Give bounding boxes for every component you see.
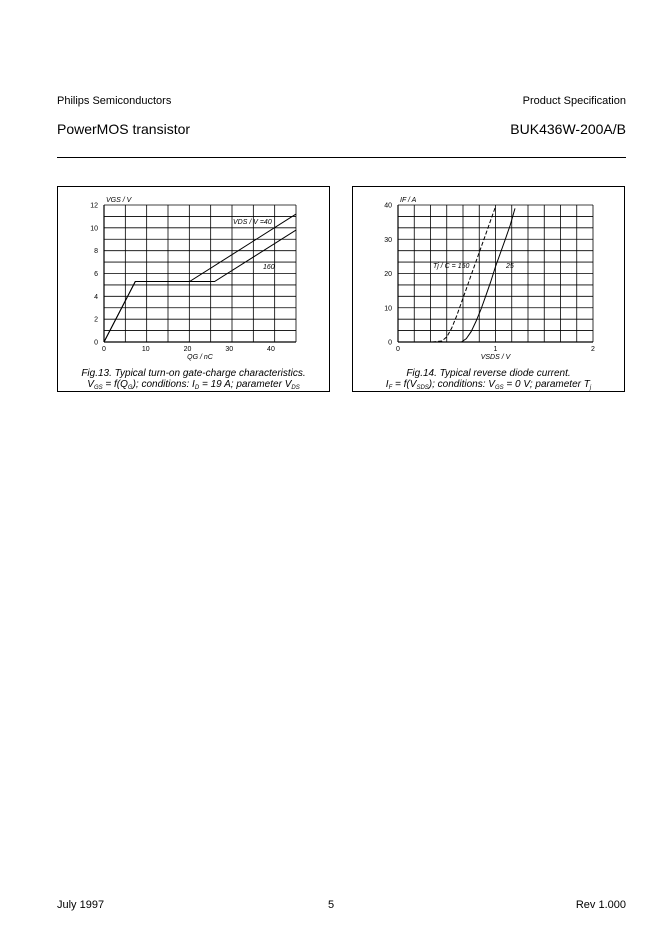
y-tick-label: 10 bbox=[384, 305, 392, 313]
company-name: Philips Semiconductors bbox=[57, 95, 172, 107]
y-tick-label: 12 bbox=[90, 202, 98, 210]
chart-annotation: 25 bbox=[506, 263, 514, 270]
cap13-d: = 19 A; parameter V bbox=[199, 379, 292, 390]
x-axis-label: VSDS / V bbox=[480, 354, 511, 361]
part-number: BUK436W-200A/B bbox=[510, 121, 626, 137]
footer-page-number: 5 bbox=[327, 899, 335, 911]
y-tick-label: 0 bbox=[94, 339, 98, 347]
x-axis-label: QG / nC bbox=[187, 354, 213, 361]
x-tick-label: 2 bbox=[591, 346, 595, 353]
figure-13-caption-line1: Fig.13. Typical turn-on gate-charge characteristics. bbox=[81, 368, 306, 379]
x-tick-label: 40 bbox=[267, 346, 275, 353]
cap13-c-sub: D bbox=[194, 385, 200, 391]
cap14-c: ); conditions: V bbox=[428, 379, 495, 390]
y-tick-label: 30 bbox=[384, 236, 392, 244]
chart-annotation: 160 bbox=[263, 264, 275, 271]
cap13-d-sub: DS bbox=[291, 385, 300, 391]
figure-13-caption-line2 bbox=[58, 379, 329, 394]
y-tick-label: 2 bbox=[94, 316, 98, 324]
header-rule bbox=[57, 157, 626, 158]
figure-13 bbox=[57, 186, 330, 392]
y-axis-label: IF / A bbox=[400, 197, 417, 204]
footer-date: July 1997 bbox=[57, 899, 105, 911]
x-tick-label: 1 bbox=[493, 346, 498, 353]
series-line-40 bbox=[104, 214, 296, 342]
product-title: PowerMOS transistor bbox=[57, 121, 191, 137]
y-tick-label: 6 bbox=[94, 271, 98, 278]
x-tick-label: 10 bbox=[141, 346, 150, 353]
y-axis-label: VGS / V bbox=[106, 197, 132, 204]
figure-14-caption-line1: Fig.14. Typical reverse diode current. bbox=[406, 368, 571, 379]
y-tick-label: 8 bbox=[94, 248, 98, 256]
y-tick-label: 40 bbox=[384, 202, 392, 210]
y-tick-label: 4 bbox=[94, 293, 98, 301]
chart-annotation: Tj / C = 150 bbox=[433, 263, 470, 270]
document-type: Product Specification bbox=[522, 95, 626, 107]
series-line-25 bbox=[442, 208, 515, 342]
cap14-c-sub: GS bbox=[494, 385, 504, 391]
x-tick-label: 30 bbox=[225, 346, 234, 353]
series-line-150 bbox=[432, 207, 495, 342]
cap14-d: = 0 V; parameter T bbox=[503, 379, 590, 390]
y-tick-label: 0 bbox=[388, 339, 392, 347]
cap13-b: = f(Q bbox=[102, 379, 128, 390]
footer-revision: Rev 1.000 bbox=[575, 899, 626, 911]
cap14-b-sub: SDS bbox=[416, 385, 429, 391]
figure-14 bbox=[352, 186, 625, 392]
cap14-b: = f(V bbox=[392, 379, 417, 390]
cap13-a: V bbox=[87, 379, 94, 390]
series-line-160 bbox=[104, 230, 296, 342]
figure-14-caption-line2 bbox=[353, 379, 624, 394]
cap13-b-sub: G bbox=[127, 385, 133, 391]
cap14-a-sub: F bbox=[388, 385, 393, 391]
gate-charge-chart bbox=[58, 187, 331, 367]
x-tick-label: 20 bbox=[183, 346, 192, 353]
y-tick-label: 10 bbox=[90, 225, 98, 233]
x-tick-label: 0 bbox=[102, 346, 106, 353]
chart-annotation: VDS / V =40 bbox=[233, 219, 272, 226]
cap14-d-sub: j bbox=[589, 385, 592, 391]
cap14-a: I bbox=[385, 379, 389, 390]
x-tick-label: 0 bbox=[396, 346, 400, 353]
cap13-c: ); conditions: I bbox=[132, 379, 195, 390]
cap13-a-sub: GS bbox=[93, 385, 103, 391]
y-tick-label: 20 bbox=[384, 271, 392, 278]
diode-current-chart bbox=[353, 187, 626, 367]
